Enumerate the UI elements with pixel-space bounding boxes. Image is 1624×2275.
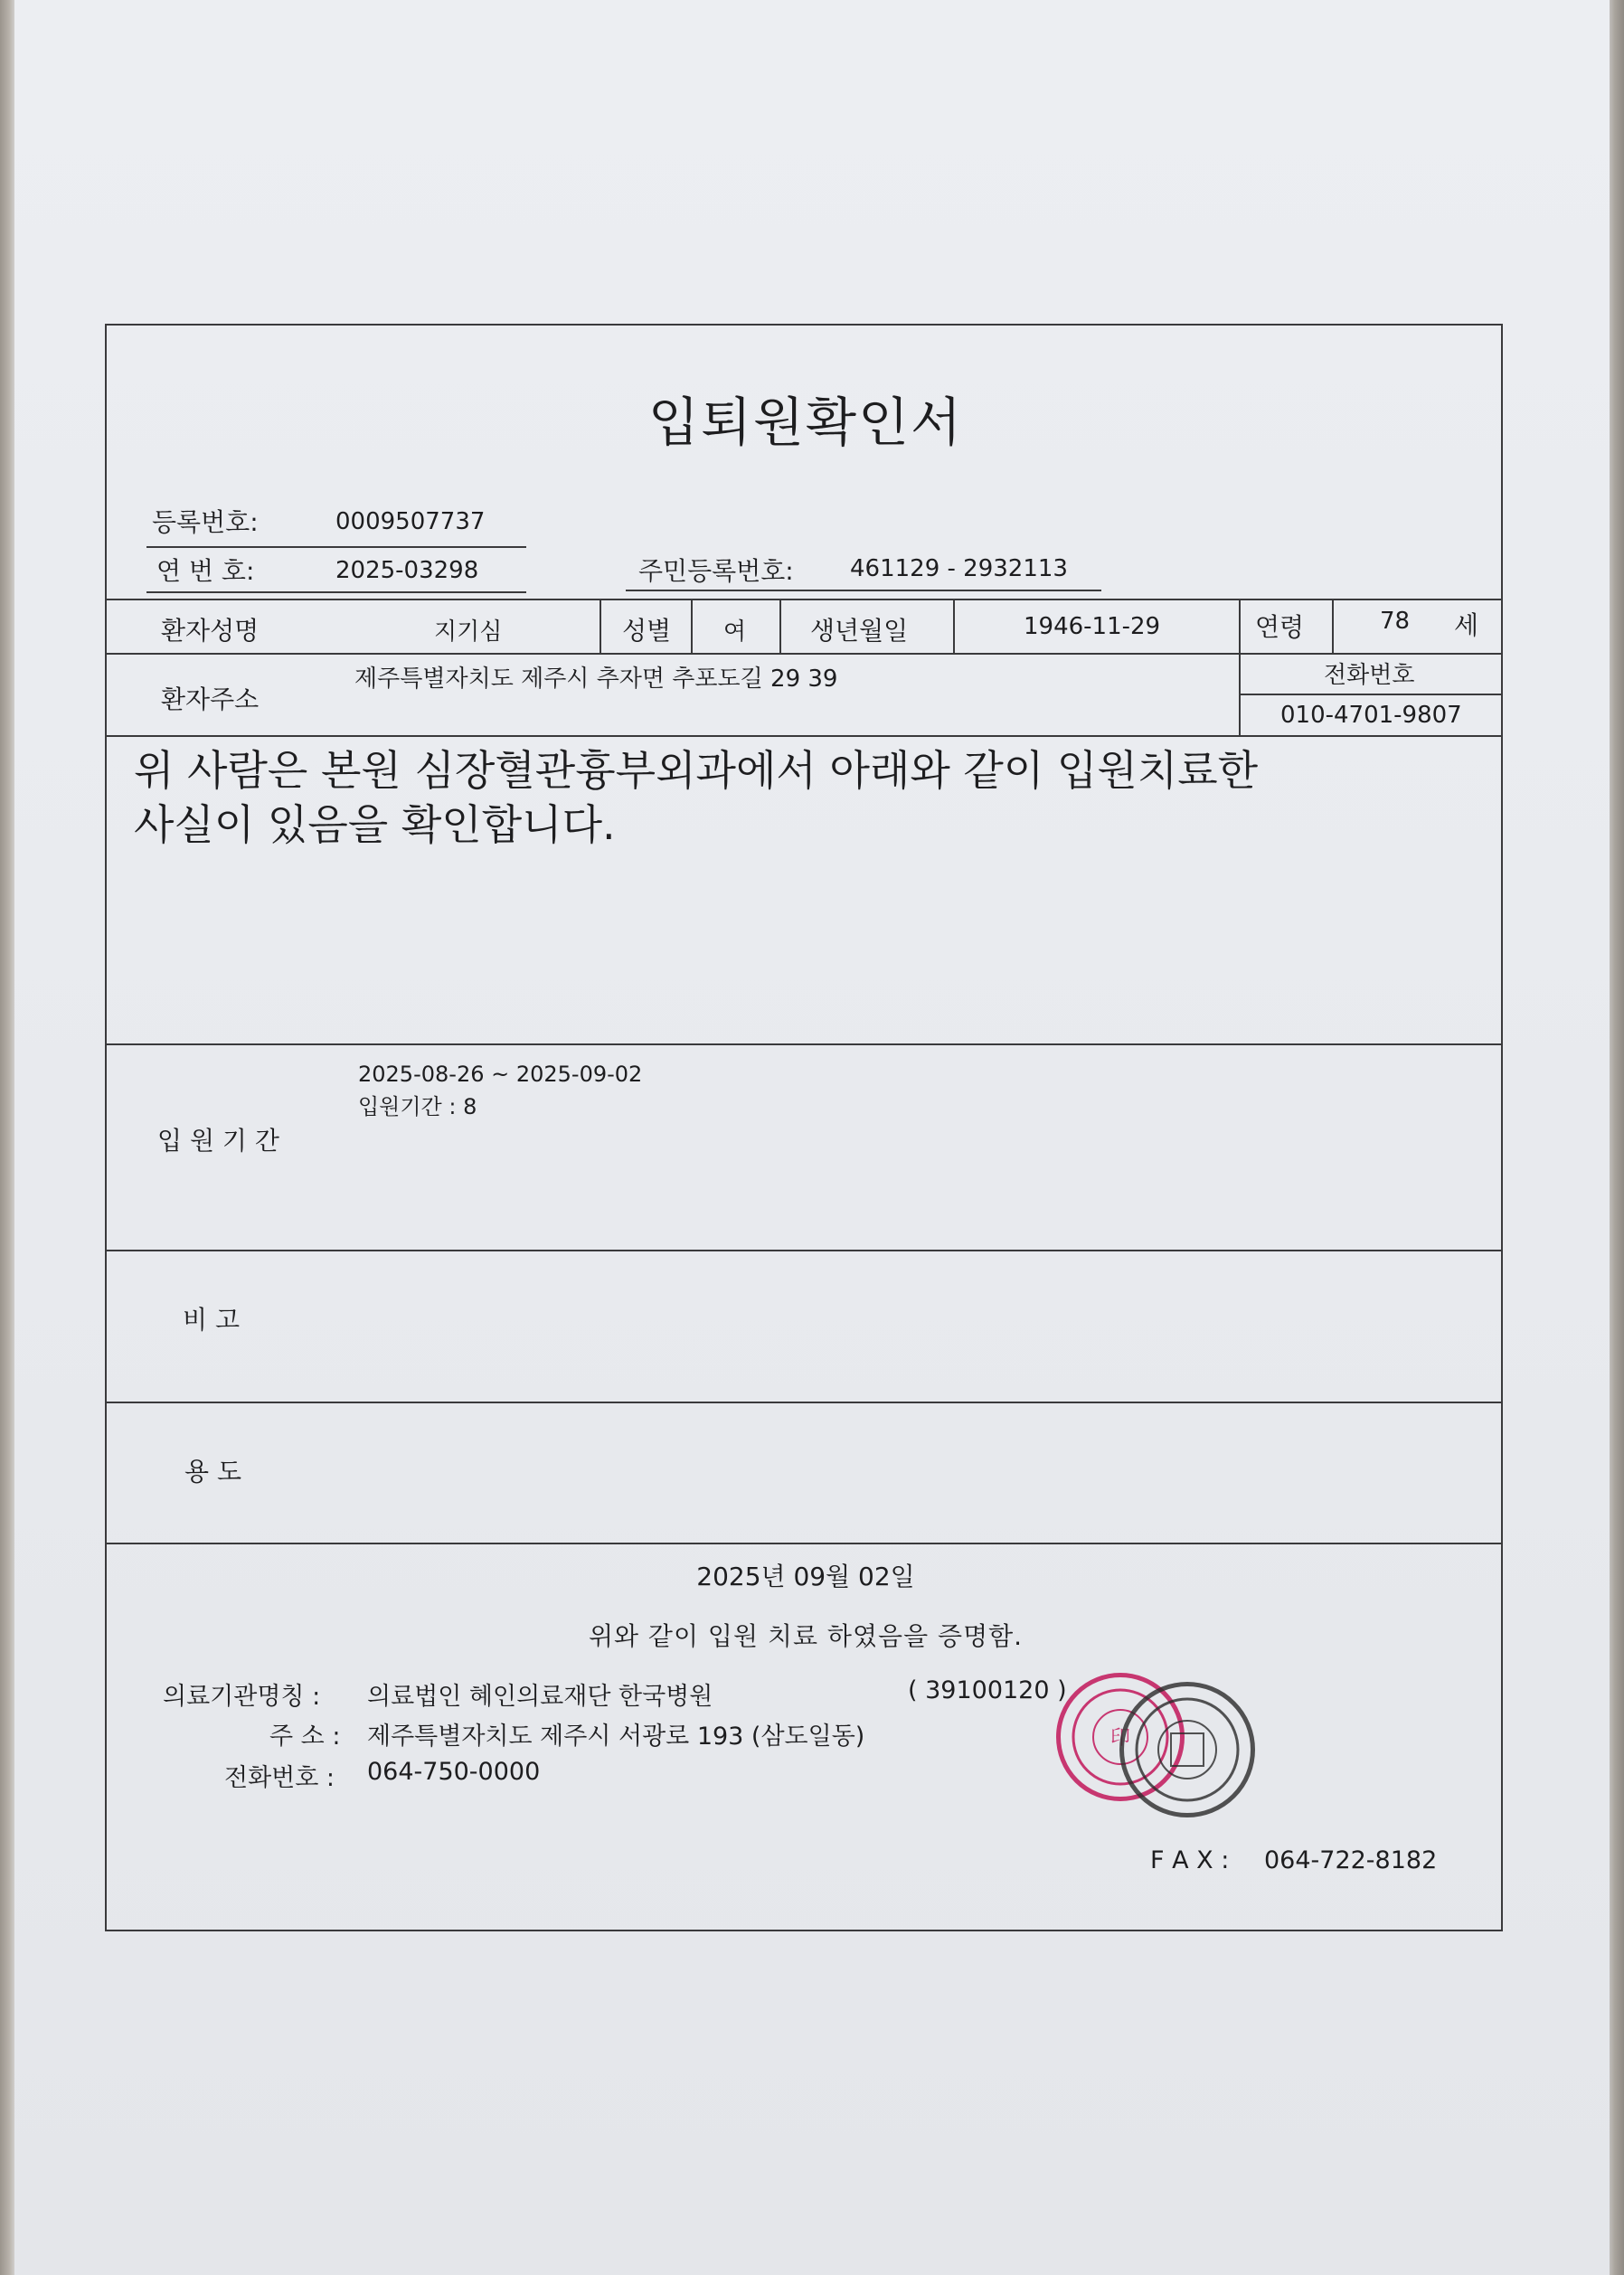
admission-range: 2025-08-26 ~ 2025-09-02 [358,1062,643,1087]
statement-line-1: 위 사람은 본원 심장혈관흉부외과에서 아래와 같이 입원치료한 [134,746,1259,795]
age-value: 78 [1380,608,1411,635]
patient-name-label: 환자성명 [161,616,260,646]
table-divider [600,599,601,653]
phone-value: 010-4701-9807 [1280,702,1462,729]
reg-no-underline [146,546,526,548]
document-title: 입퇴원확인서 [647,392,964,453]
patient-name-value: 지기심 [434,618,503,646]
address-value: 제주특별자치도 제주시 추자면 추포도길 29 39 [354,666,838,693]
section-line [107,1043,1501,1045]
institution-name: 의료법인 혜인의료재단 한국병원 [367,1683,713,1711]
institution-tel: 064-750-0000 [367,1758,541,1786]
phone-label: 전화번호 [1324,662,1415,689]
dob-value: 1946-11-29 [1024,613,1161,640]
reg-no-value: 0009507737 [335,508,486,535]
serial-value: 2025-03298 [335,557,479,584]
table-bottom-line [107,735,1501,737]
table-divider [691,599,693,653]
section-line [107,1250,1501,1251]
age-unit: 세 [1454,610,1479,640]
table-divider [779,599,781,653]
reg-no-label: 등록번호: [152,507,259,537]
institution-label: 의료기관명칭 : [163,1683,321,1711]
table-divider [953,599,955,653]
institution-address: 제주특별자치도 제주시 서광로 193 (삼도일동) [367,1723,865,1751]
rrn-value: 461129 - 2932113 [850,555,1068,582]
institution-address-label: 주 소 : [269,1723,341,1751]
table-row-line [107,653,1501,655]
table-top-line [107,599,1501,600]
age-label: 연령 [1255,612,1305,642]
rrn-underline [626,590,1101,591]
admission-label: 입 원 기 간 [157,1126,279,1156]
certificate-frame [105,324,1503,1931]
serial-label: 연 번 호: [156,556,255,586]
purpose-label: 용 도 [184,1457,241,1487]
rrn-label: 주민등록번호: [638,556,794,586]
phone-cell-divider [1239,694,1501,695]
institution-code: ( 39100120 ) [908,1676,1067,1704]
sex-value: 여 [723,618,747,646]
institution-tel-label: 전화번호 : [224,1764,335,1792]
certify-text: 위와 같이 입원 치료 하였음을 증명함. [588,1621,1024,1651]
section-line [107,1543,1501,1544]
section-line [107,1402,1501,1403]
fax-value: 064-722-8182 [1264,1846,1438,1874]
address-label: 환자주소 [161,684,260,714]
table-divider [1239,599,1241,735]
table-divider [1332,599,1334,653]
admission-days: 입원기간 : 8 [358,1094,477,1119]
statement-line-2: 사실이 있음을 확인합니다. [134,800,616,849]
issue-date: 2025년 09월 02일 [696,1562,915,1591]
svg-text:印: 印 [1109,1727,1131,1750]
paper-sheet [14,0,1610,2275]
hospital-black-seal [1119,1682,1255,1817]
sex-label: 성별 [622,616,672,646]
fax-label: F A X : [1150,1846,1230,1874]
dob-label: 생년월일 [810,616,909,646]
remarks-label: 비 고 [183,1305,240,1335]
serial-underline [146,591,526,593]
